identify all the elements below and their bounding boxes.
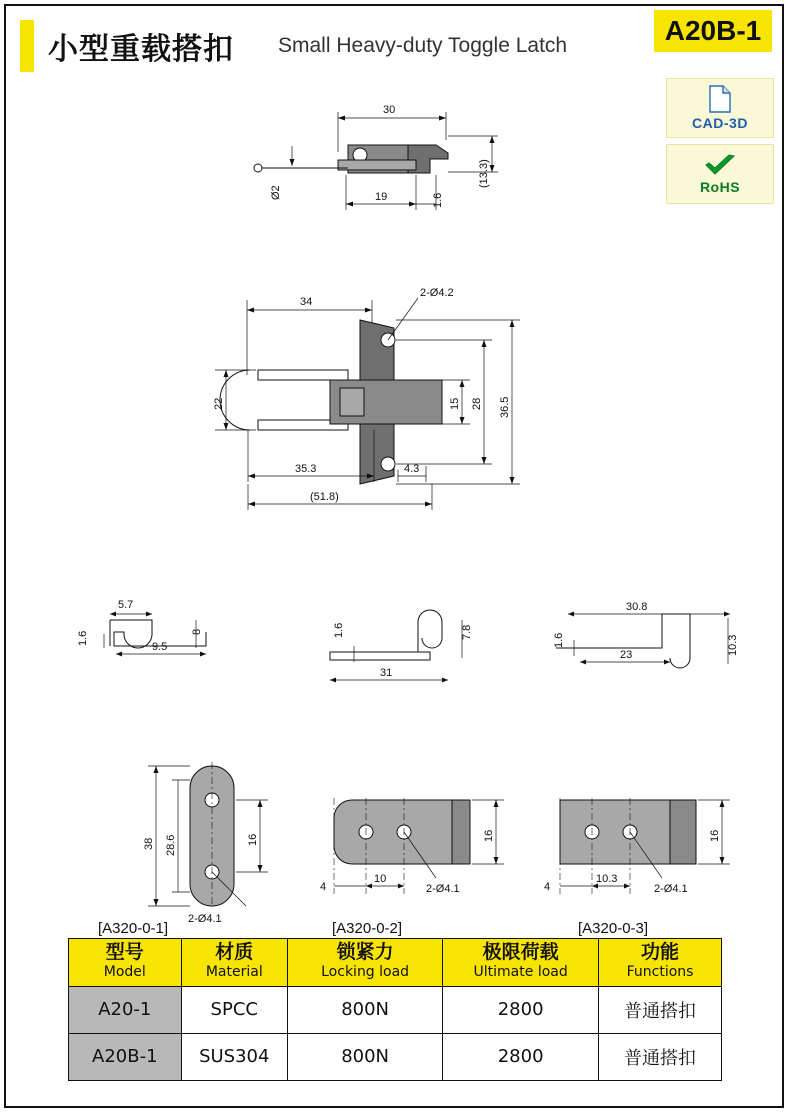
dim-51_8: (51.8) — [310, 491, 339, 503]
row-0-material: SPCC — [181, 986, 287, 1033]
header-accent-bar — [20, 20, 34, 72]
header-material-cn: 材质 — [215, 941, 254, 963]
dim-1_6: 1.6 — [432, 192, 444, 208]
plate-1-drawing — [60, 710, 310, 925]
dim-9_5: 9.5 — [152, 641, 168, 653]
profile-3-drawing — [540, 590, 770, 720]
dim-31: 31 — [380, 667, 393, 679]
dim-30: 30 — [383, 104, 396, 116]
row-0-model: A20-1 — [69, 986, 182, 1033]
dim-5_7: 5.7 — [118, 599, 134, 611]
row-0-ultimate-load: 2800 — [443, 986, 599, 1033]
dim-15: 15 — [449, 397, 461, 410]
model-badge: A20B-1 — [654, 10, 772, 52]
plate-1-label: [A320-0-1] — [98, 920, 169, 937]
plate-3-drawing — [530, 710, 780, 910]
header-model-en: Model — [103, 963, 146, 980]
dim-16-p1: 16 — [247, 833, 259, 846]
dim-1_6-p3: 1.6 — [553, 632, 565, 648]
plate-2-label: [A320-0-2] — [332, 920, 403, 937]
dim-30_8: 30.8 — [626, 601, 648, 613]
dim-19: 19 — [375, 191, 388, 203]
page-title-en: Small Heavy-duty Toggle Latch — [278, 34, 568, 57]
row-1-functions: 普通搭扣 — [599, 1033, 722, 1080]
header-functions-en: Functions — [626, 963, 694, 980]
dim-1_6-p2: 1.6 — [333, 622, 345, 638]
dim-35_3: 35.3 — [295, 463, 317, 475]
header-model — [69, 939, 182, 987]
dim-22: 22 — [213, 397, 225, 410]
dim-10_3: 10.3 — [727, 634, 739, 656]
header-locking-load-en: Locking load — [321, 963, 410, 980]
dim-16-p2: 16 — [483, 829, 495, 842]
plate-2-drawing — [308, 710, 558, 910]
table-row — [69, 986, 722, 1033]
dim-10_3-p3: 10.3 — [596, 873, 618, 885]
header-locking-load — [287, 939, 442, 987]
row-1-ultimate-load: 2800 — [443, 1033, 599, 1080]
row-1-locking-load: 800N — [287, 1033, 442, 1080]
spec-table — [68, 938, 722, 1081]
cad-3d-label: CAD-3D — [692, 115, 748, 131]
header-functions — [599, 939, 722, 987]
header-material — [181, 939, 287, 987]
dim-4_3: 4.3 — [404, 463, 420, 475]
dim-16-p3: 16 — [709, 829, 721, 842]
header-material-en: Material — [205, 963, 263, 980]
row-0-functions: 普通搭扣 — [599, 986, 722, 1033]
header-locking-load-cn: 锁紧力 — [336, 941, 394, 963]
dim-7_8: 7.8 — [461, 624, 473, 640]
dim-2-d4_1-p3: 2-Ø4.1 — [654, 883, 688, 895]
dim-23: 23 — [620, 649, 633, 661]
dim-8: 8 — [191, 628, 203, 635]
dim-38: 38 — [143, 837, 155, 850]
dim-4-p2: 4 — [320, 881, 327, 893]
technical-drawings — [0, 80, 790, 937]
header-ultimate-load — [443, 939, 599, 987]
row-0-locking-load: 800N — [287, 986, 442, 1033]
dim-2-d4_2: 2-Ø4.2 — [420, 287, 454, 299]
plate-3-label: [A320-0-3] — [578, 920, 649, 937]
dim-1_6-p1: 1.6 — [77, 630, 89, 646]
row-1-material: SUS304 — [181, 1033, 287, 1080]
dim-4-p3: 4 — [544, 881, 551, 893]
top-view-drawing — [0, 270, 790, 550]
header-ultimate-load-cn: 极限荷载 — [482, 941, 559, 963]
dim-2-d4_1-p2: 2-Ø4.1 — [426, 883, 460, 895]
dim-2-d4_1-p1: 2-Ø4.1 — [188, 913, 222, 925]
dim-36_5: 36.5 — [499, 396, 511, 418]
header-ultimate-load-en: Ultimate load — [473, 963, 568, 980]
row-1-model: A20B-1 — [69, 1033, 182, 1080]
dim-28_6: 28.6 — [165, 834, 177, 856]
dim-10-p2: 10 — [374, 873, 387, 885]
header-model-cn: 型号 — [105, 941, 144, 963]
page-title-cn: 小型重载搭扣 — [48, 32, 234, 67]
dim-34: 34 — [300, 296, 313, 308]
dim-d2: Ø2 — [270, 185, 282, 200]
profile-2-drawing — [310, 590, 540, 720]
table-row — [69, 1033, 722, 1080]
header-functions-cn: 功能 — [641, 941, 680, 963]
rohs-label: RoHS — [699, 178, 741, 195]
side-view-drawing — [0, 80, 790, 260]
table-header-row — [69, 939, 722, 987]
profile-1-drawing — [60, 590, 310, 720]
dim-28: 28 — [471, 397, 483, 410]
dim-13_3: (13.3) — [478, 159, 490, 188]
